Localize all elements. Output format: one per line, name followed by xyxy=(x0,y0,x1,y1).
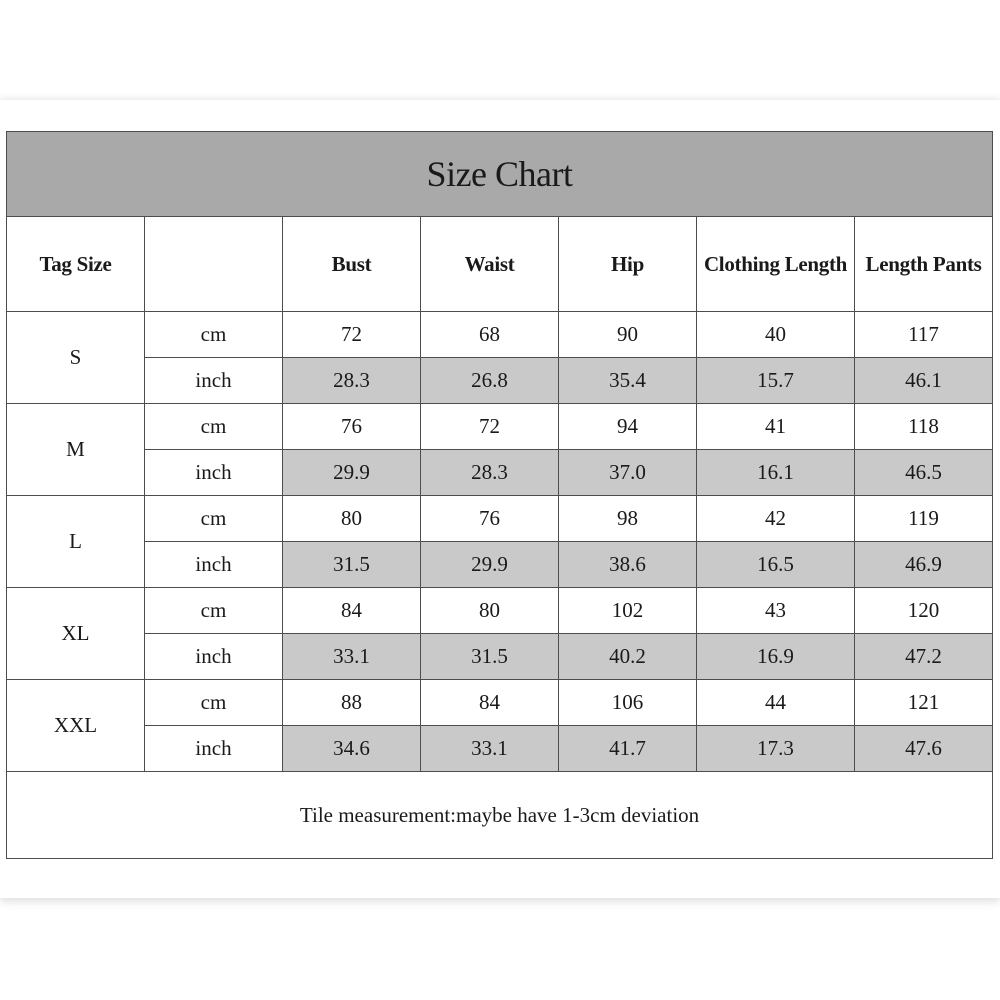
table-row-s-cm xyxy=(7,312,993,358)
clothing-length-cell: 16.1 xyxy=(697,450,855,496)
length-pants-cell: 119 xyxy=(855,496,993,542)
table-row-m-inch xyxy=(7,450,993,496)
tag-size-cell: S xyxy=(7,312,145,404)
hip-cell: 41.7 xyxy=(559,726,697,772)
waist-cell: 33.1 xyxy=(421,726,559,772)
hip-cell: 102 xyxy=(559,588,697,634)
clothing-length-cell: 16.9 xyxy=(697,634,855,680)
table-row-xl-cm xyxy=(7,588,993,634)
header-row xyxy=(7,217,993,312)
length-pants-cell: 121 xyxy=(855,680,993,726)
tag-size-cell: XXL xyxy=(7,680,145,772)
table-row-xxl-inch xyxy=(7,726,993,772)
unit-cell: inch xyxy=(145,542,283,588)
table-row-s-inch xyxy=(7,358,993,404)
waist-cell: 31.5 xyxy=(421,634,559,680)
bust-cell: 76 xyxy=(283,404,421,450)
clothing-length-cell: 44 xyxy=(697,680,855,726)
bust-cell: 33.1 xyxy=(283,634,421,680)
unit-cell: inch xyxy=(145,726,283,772)
waist-cell: 76 xyxy=(421,496,559,542)
tag-size-cell: M xyxy=(7,404,145,496)
unit-cell: cm xyxy=(145,680,283,726)
unit-cell: inch xyxy=(145,634,283,680)
clothing-length-cell: 17.3 xyxy=(697,726,855,772)
table-row-l-inch xyxy=(7,542,993,588)
waist-cell: 29.9 xyxy=(421,542,559,588)
tag-size-cell: L xyxy=(7,496,145,588)
size-rows xyxy=(7,312,993,772)
waist-cell: 26.8 xyxy=(421,358,559,404)
length-pants-cell: 46.5 xyxy=(855,450,993,496)
tag-size-cell: XL xyxy=(7,588,145,680)
column-header-bust: Bust xyxy=(283,217,421,312)
hip-cell: 37.0 xyxy=(559,450,697,496)
waist-cell: 84 xyxy=(421,680,559,726)
column-header-hip: Hip xyxy=(559,217,697,312)
measurement-note: Tile measurement:maybe have 1-3cm deviation xyxy=(7,772,993,859)
unit-cell: cm xyxy=(145,312,283,358)
waist-cell: 72 xyxy=(421,404,559,450)
unit-cell: cm xyxy=(145,404,283,450)
clothing-length-cell: 42 xyxy=(697,496,855,542)
bust-cell: 34.6 xyxy=(283,726,421,772)
waist-cell: 68 xyxy=(421,312,559,358)
column-header-waist: Waist xyxy=(421,217,559,312)
clothing-length-cell: 40 xyxy=(697,312,855,358)
length-pants-cell: 118 xyxy=(855,404,993,450)
waist-cell: 80 xyxy=(421,588,559,634)
clothing-length-cell: 43 xyxy=(697,588,855,634)
column-header-length-pants: Length Pants xyxy=(855,217,993,312)
hip-cell: 38.6 xyxy=(559,542,697,588)
table-row-l-cm xyxy=(7,496,993,542)
hip-cell: 106 xyxy=(559,680,697,726)
clothing-length-cell: 41 xyxy=(697,404,855,450)
length-pants-cell: 46.1 xyxy=(855,358,993,404)
table-row-m-cm xyxy=(7,404,993,450)
hip-cell: 40.2 xyxy=(559,634,697,680)
hip-cell: 98 xyxy=(559,496,697,542)
length-pants-cell: 47.2 xyxy=(855,634,993,680)
length-pants-cell: 46.9 xyxy=(855,542,993,588)
column-header-unit xyxy=(145,217,283,312)
bust-cell: 72 xyxy=(283,312,421,358)
bust-cell: 29.9 xyxy=(283,450,421,496)
bust-cell: 28.3 xyxy=(283,358,421,404)
column-header-clothing-length: Clothing Length xyxy=(697,217,855,312)
size-chart-table xyxy=(6,131,993,859)
unit-cell: inch xyxy=(145,358,283,404)
bust-cell: 88 xyxy=(283,680,421,726)
hip-cell: 90 xyxy=(559,312,697,358)
chart-title: Size Chart xyxy=(7,132,993,217)
length-pants-cell: 120 xyxy=(855,588,993,634)
table-row-xxl-cm xyxy=(7,680,993,726)
bust-cell: 80 xyxy=(283,496,421,542)
length-pants-cell: 47.6 xyxy=(855,726,993,772)
bust-cell: 31.5 xyxy=(283,542,421,588)
clothing-length-cell: 15.7 xyxy=(697,358,855,404)
table-row-xl-inch xyxy=(7,634,993,680)
unit-cell: inch xyxy=(145,450,283,496)
hip-cell: 94 xyxy=(559,404,697,450)
length-pants-cell: 117 xyxy=(855,312,993,358)
column-header-tag-size: Tag Size xyxy=(7,217,145,312)
clothing-length-cell: 16.5 xyxy=(697,542,855,588)
unit-cell: cm xyxy=(145,496,283,542)
unit-cell: cm xyxy=(145,588,283,634)
bust-cell: 84 xyxy=(283,588,421,634)
hip-cell: 35.4 xyxy=(559,358,697,404)
waist-cell: 28.3 xyxy=(421,450,559,496)
